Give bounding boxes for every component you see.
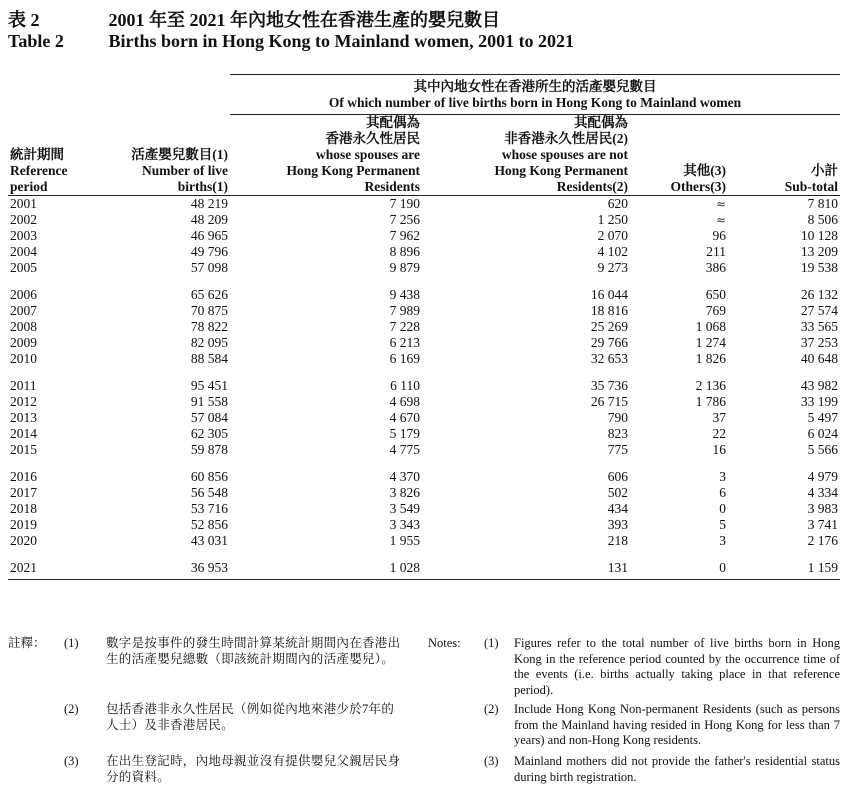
period-cell: 2020 [10,533,37,548]
notes-zh-lead: 註釋： [8,636,46,650]
subtotal-cell: 26 132 [800,287,838,302]
note-2-en-text: Include Hong Kong Non-permanent Residents (such as persons from the Mainland having resided in Hong Kong for less than 7 years) and non-Hong Kong residents. [514,702,840,747]
hkpr-cell: 7 989 [389,303,420,318]
period-cell: 2016 [10,469,37,484]
nonhkpr-cell: 775 [607,442,628,457]
births-cell: 46 965 [190,228,228,243]
period-cell: 2018 [10,501,37,516]
period-cell: 2019 [10,517,37,532]
title-en [8,31,574,52]
table-row [8,260,840,276]
births-cell: 49 796 [190,244,228,259]
others-cell: 22 [712,426,726,441]
births-cell: 95 451 [190,378,228,393]
table-body [8,196,840,577]
note-3-en-text: Mainland mothers did not provide the father's residential status during birth registration. [514,754,840,784]
births-cell: 78 822 [190,319,228,334]
table-row [8,351,840,367]
period-cell: 2003 [10,228,37,243]
subtotal-cell: 6 024 [807,426,838,441]
note-1 [8,636,840,702]
subtotal-cell: 2 176 [807,533,838,548]
births-cell: 48 219 [190,196,228,211]
hkpr-cell: 5 179 [389,426,420,441]
others-cell: 211 [706,244,726,259]
period-cell: 2002 [10,212,37,227]
period-cell: 2005 [10,260,37,275]
nonhkpr-cell: 32 653 [590,351,628,366]
others-cell: 650 [705,287,726,302]
subtotal-cell: 7 810 [807,196,838,211]
table-row [8,560,840,576]
hkpr-cell: 6 110 [390,378,420,393]
births-cell: 82 095 [190,335,228,350]
note-2-en-num: (2) [484,702,499,716]
nonhkpr-cell: 25 269 [590,319,628,334]
note-1-zh-text: 數字是按事件的發生時間計算某統計期間內在香港出生的活產嬰兒總數（即該統計期間內的活產嬰兒）。 [106,636,401,666]
note-1-en-num: (1) [484,636,499,650]
table-row [8,287,840,303]
group-header-en: Of which number of live births born in Hong Kong to Mainland women [328,95,742,110]
subtotal-cell: 3 741 [807,517,838,532]
period-cell: 2008 [10,319,37,334]
subtotal-cell: 5 497 [807,410,838,425]
nonhkpr-cell: 393 [607,517,628,532]
table-row [8,533,840,549]
hkpr-cell: 6 213 [389,335,420,350]
table-row [8,485,840,501]
nonhkpr-cell: 26 715 [590,394,628,409]
births-cell: 48 209 [190,212,228,227]
note-3-zh-text: 在出生登記時，內地母親並沒有提供嬰兒父親居民身分的資料。 [106,754,401,784]
notes-section [8,636,840,790]
period-cell: 2017 [10,485,37,500]
births-cell: 62 305 [190,426,228,441]
group-header [230,75,840,115]
group-spacer [8,276,840,287]
others-cell: 6 [719,485,726,500]
title-en-text: Births born in Hong Kong to Mainland women, 2001 to 2021 [108,31,575,51]
table-row [8,303,840,319]
table-row [8,394,840,410]
col-period-header: 統計期間 Reference period [10,147,68,194]
table-row [8,335,840,351]
hkpr-cell: 9 438 [389,287,420,302]
nonhkpr-cell: 9 273 [597,260,628,275]
hkpr-cell: 4 370 [389,469,420,484]
col-hkpr-header: 其配偶為 香港永久性居民 whose spouses are Hong Kong Permanent Residents [286,115,420,194]
others-cell: 0 [719,501,726,516]
nonhkpr-cell: 35 736 [590,378,628,393]
period-cell: 2012 [10,394,37,409]
title-zh-label: 表 2 [8,10,40,30]
table-row [8,378,840,394]
hkpr-cell: 4 775 [389,442,420,457]
col-subtotal-header: 小計 Sub-total [784,163,838,194]
nonhkpr-cell: 2 070 [597,228,628,243]
note-2-zh-num: (2) [64,702,79,716]
nonhkpr-cell: 606 [607,469,628,484]
subtotal-cell: 33 565 [800,319,838,334]
period-cell: 2004 [10,244,37,259]
births-cell: 91 558 [190,394,228,409]
nonhkpr-cell: 1 250 [597,212,628,227]
births-cell: 88 584 [190,351,228,366]
subtotal-cell: 4 979 [807,469,838,484]
others-cell: 1 068 [695,319,726,334]
others-cell: ≈ [715,213,726,227]
nonhkpr-cell: 29 766 [590,335,628,350]
col-births-header: 活產嬰兒數目(1) Number of live births(1) [131,147,228,194]
subtotal-cell: 10 128 [800,228,838,243]
period-cell: 2001 [10,196,37,211]
others-cell: 1 826 [695,351,726,366]
subtotal-cell: 27 574 [800,303,838,318]
subtotal-cell: 19 538 [800,260,838,275]
table-row [8,212,840,228]
nonhkpr-cell: 131 [607,560,628,575]
period-cell: 2009 [10,335,37,350]
table-row [8,319,840,335]
subtotal-cell: 40 648 [800,351,838,366]
hkpr-cell: 7 962 [389,228,420,243]
subtotal-cell: 1 159 [807,560,838,575]
others-cell: 0 [719,560,726,575]
table-row [8,410,840,426]
hkpr-cell: 7 228 [389,319,420,334]
hkpr-cell: 6 169 [389,351,420,366]
group-header-zh: 其中內地女性在香港所生的活產嬰兒數目 [413,79,657,94]
nonhkpr-cell: 620 [607,196,628,211]
hkpr-cell: 1 028 [389,560,420,575]
period-cell: 2013 [10,410,37,425]
nonhkpr-cell: 4 102 [597,244,628,259]
births-cell: 56 548 [190,485,228,500]
hkpr-cell: 3 343 [389,517,420,532]
subtotal-cell: 8 506 [807,212,838,227]
hkpr-cell: 4 670 [389,410,420,425]
nonhkpr-cell: 18 816 [590,303,628,318]
births-cell: 70 875 [190,303,228,318]
subtotal-cell: 37 253 [800,335,838,350]
nonhkpr-cell: 16 044 [590,287,628,302]
others-cell: 386 [705,260,726,275]
others-cell: 37 [712,410,726,425]
group-spacer [8,367,840,378]
others-cell: 96 [712,228,726,243]
notes-en-lead: Notes: [428,636,461,650]
births-cell: 43 031 [190,533,228,548]
hkpr-cell: 7 256 [389,212,420,227]
others-cell: 5 [719,517,726,532]
others-cell: 1 274 [695,335,726,350]
others-cell: ≈ [715,197,726,211]
period-cell: 2011 [10,378,37,393]
births-cell: 53 716 [190,501,228,516]
period-cell: 2007 [10,303,37,318]
group-spacer [8,458,840,469]
hkpr-cell: 8 896 [389,244,420,259]
col-others-header: 其他(3) Others(3) [670,163,726,194]
nonhkpr-cell: 790 [607,410,628,425]
note-2-zh-text: 包括香港非永久性居民（例如從內地來港少於7年的人士）及非香港居民。 [106,702,395,732]
note-2 [8,702,840,754]
note-3 [8,754,840,790]
births-cell: 57 084 [190,410,228,425]
births-cell: 59 878 [190,442,228,457]
hkpr-cell: 1 955 [389,533,420,548]
note-1-en-text: Figures refer to the total number of live births born in Hong Kong in the reference period counted by the occurrence time of the events (i.e. births actually taking place in that reference period). [514,636,840,697]
title-zh [8,6,500,32]
period-cell: 2006 [10,287,37,302]
nonhkpr-cell: 502 [607,485,628,500]
subtotal-cell: 3 983 [807,501,838,516]
table-row [8,442,840,458]
col-nonhkpr-header: 其配偶為 非香港永久性居民(2) whose spouses are not Hong Kong Permanent Residents(2) [494,115,628,194]
table-row [8,469,840,485]
nonhkpr-cell: 218 [607,533,628,548]
others-cell: 1 786 [695,394,726,409]
table-row [8,244,840,260]
table-row [8,228,840,244]
table-row [8,501,840,517]
others-cell: 3 [719,533,726,548]
subtotal-cell: 43 982 [800,378,838,393]
others-cell: 2 136 [695,378,726,393]
others-cell: 3 [719,469,726,484]
period-cell: 2015 [10,442,37,457]
hkpr-cell: 3 549 [389,501,420,516]
note-1-zh-num: (1) [64,636,79,650]
hkpr-cell: 7 190 [389,196,420,211]
hkpr-cell: 3 826 [389,485,420,500]
births-cell: 57 098 [190,260,228,275]
hkpr-cell: 4 698 [389,394,420,409]
period-cell: 2014 [10,426,37,441]
births-table [8,74,840,580]
note-3-zh-num: (3) [64,754,79,768]
nonhkpr-cell: 823 [607,426,628,441]
title-en-label: Table 2 [8,31,64,51]
births-cell: 65 626 [190,287,228,302]
hkpr-cell: 9 879 [389,260,420,275]
table-row [8,196,840,213]
subtotal-cell: 4 334 [807,485,838,500]
table-row [8,517,840,533]
births-cell: 36 953 [190,560,228,575]
births-cell: 52 856 [190,517,228,532]
subtotal-cell: 13 209 [800,244,838,259]
nonhkpr-cell: 434 [607,501,628,516]
subtotal-cell: 5 566 [807,442,838,457]
note-3-en-num: (3) [484,754,499,768]
births-cell: 60 856 [190,469,228,484]
period-cell: 2010 [10,351,37,366]
others-cell: 16 [712,442,726,457]
group-spacer [8,549,840,560]
table-row [8,426,840,442]
title-zh-text: 2001 年至 2021 年內地女性在香港生產的嬰兒數目 [108,10,500,30]
others-cell: 769 [705,303,726,318]
subtotal-cell: 33 199 [800,394,838,409]
period-cell: 2021 [10,560,37,575]
